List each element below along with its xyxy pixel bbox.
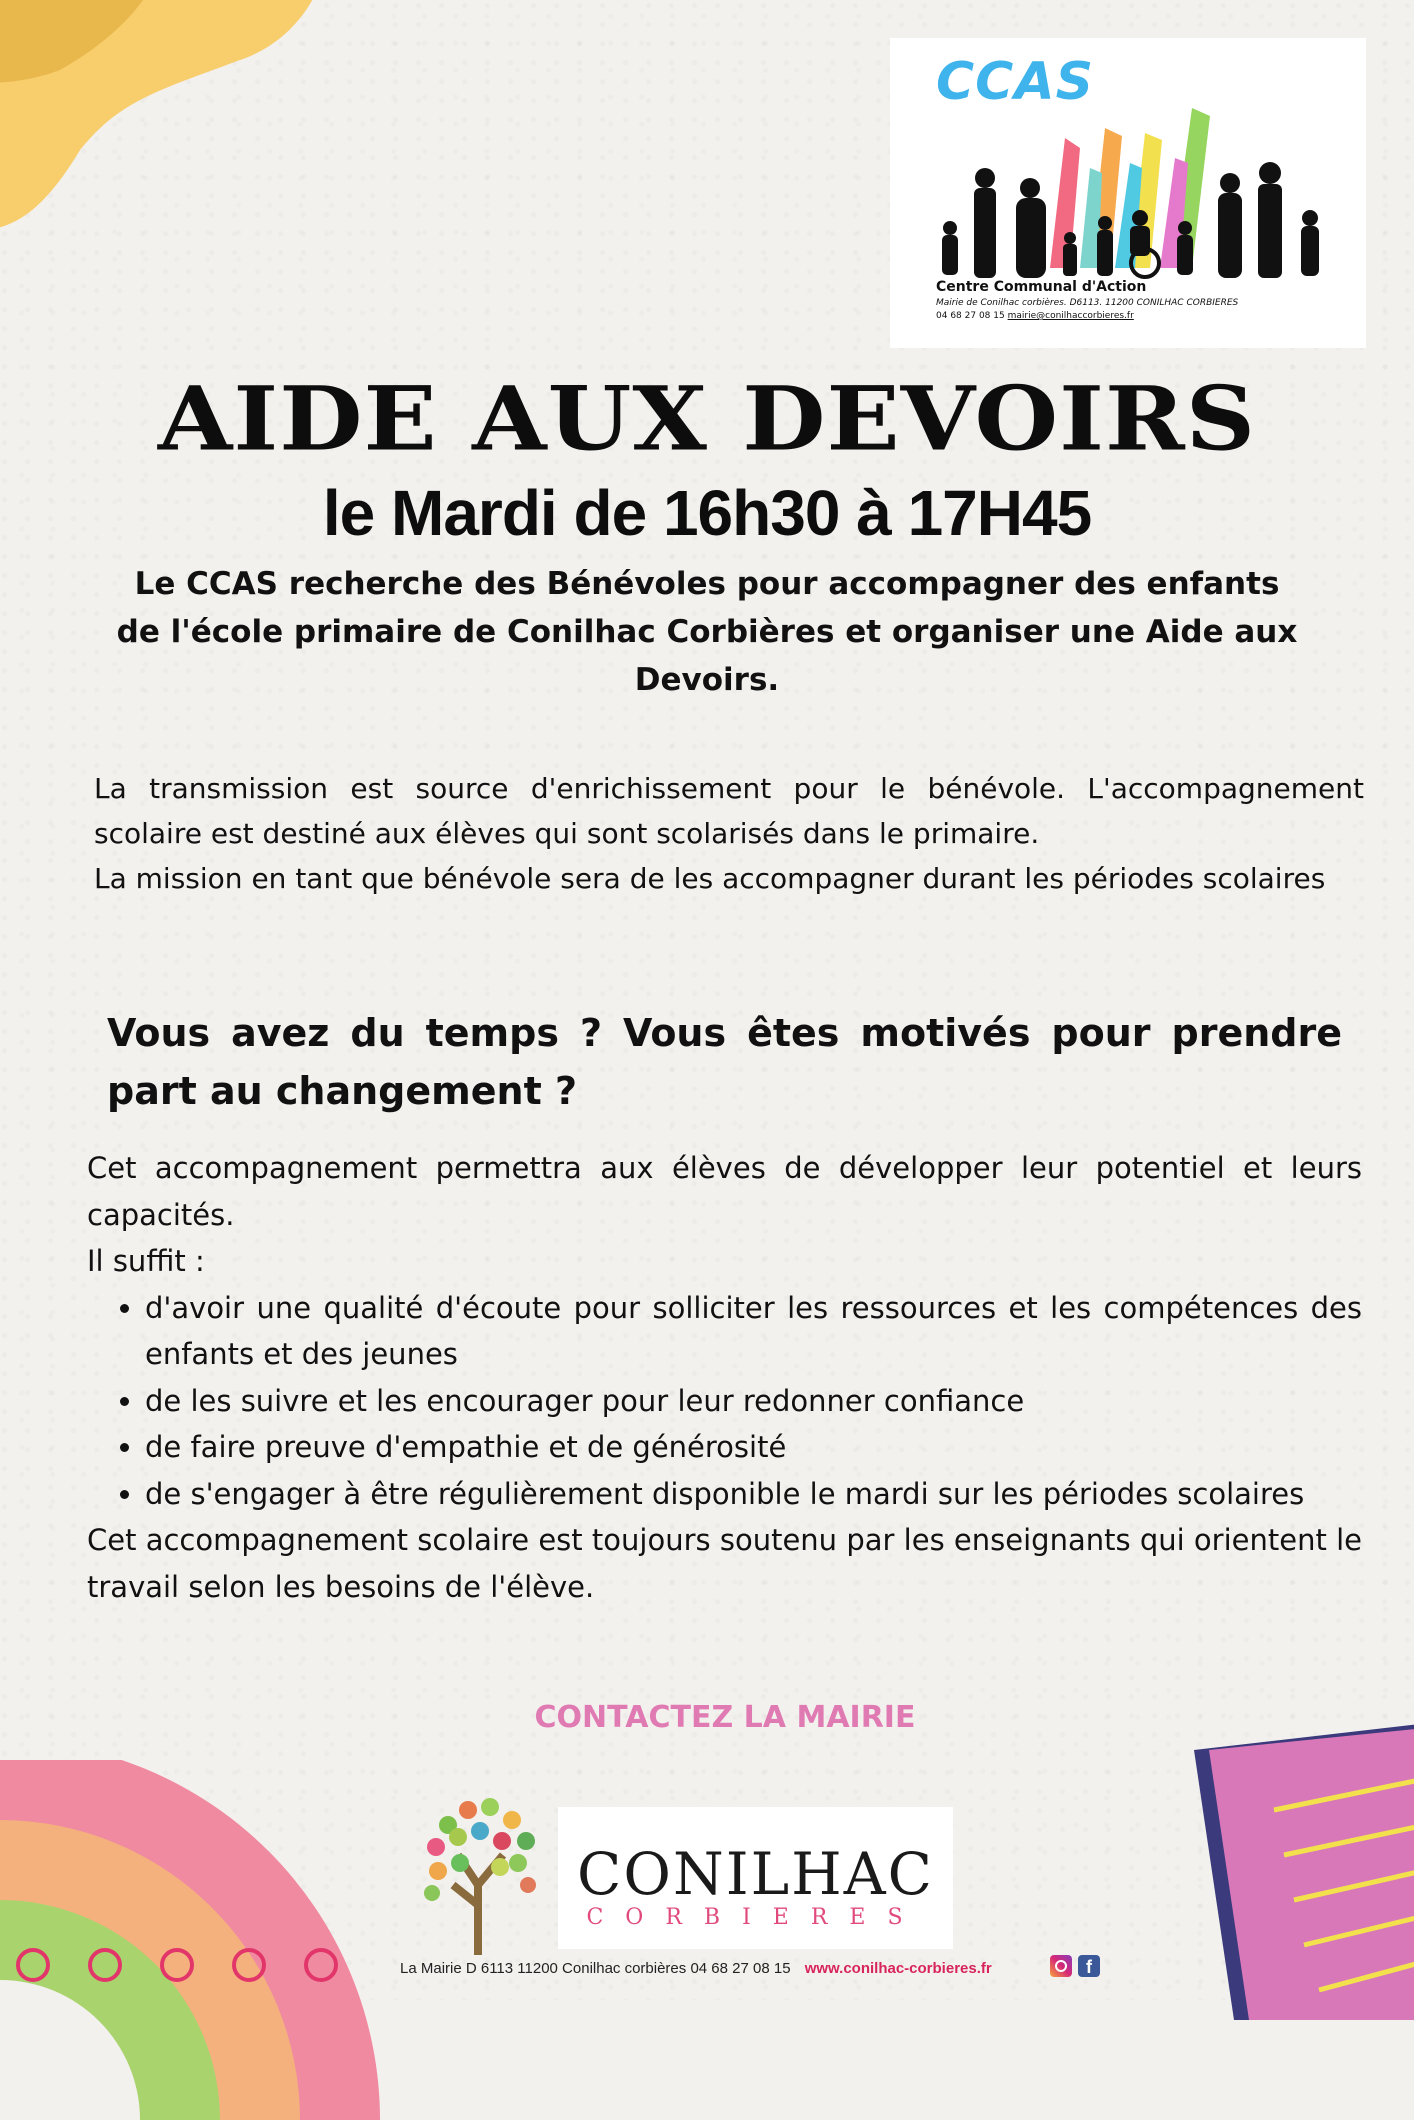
paragraph-text: La mission en tant que bénévole sera de les accompagner durant les périodes scolaires <box>94 862 1326 895</box>
book-decoration <box>1154 1720 1414 2020</box>
footer-address: La Mairie D 6113 11200 Conilhac corbières 04 68 27 08 15 <box>400 1960 791 1977</box>
list-item: • d'avoir une qualité d'écoute pour solliciter les ressources et les compétences des enfants et des jeunes <box>145 1285 1362 1378</box>
ccas-contact <box>936 311 1134 321</box>
intro-text: Le CCAS recherche des Bénévoles pour accompagner des enfants de l'école primaire de Conilhac Corbières et organiser une Aide aux Devoirs. <box>116 566 1298 698</box>
footer-address-line <box>400 1960 992 1977</box>
ccas-acronym: CCAS <box>936 52 1095 112</box>
ccas-phone: 04 68 27 08 15 <box>936 311 1005 321</box>
circle-decoration <box>160 1948 194 1982</box>
ccas-name: Centre Communal d'Action <box>936 279 1147 295</box>
circle-decoration <box>304 1948 338 1982</box>
lead-text: Cet accompagnement permettra aux élèves de développer leur potentiel et leurs capacités. <box>87 1151 1362 1232</box>
website-link[interactable]: www.conilhac-corbieres.fr <box>804 1960 992 1977</box>
page-title: AIDE AUX DEVOIRS <box>157 366 1257 471</box>
conilhac-wordmark: CONILHAC <box>577 1840 934 1908</box>
ccas-logo <box>890 38 1366 348</box>
facebook-icon[interactable]: f <box>1078 1955 1100 1977</box>
contact-cta[interactable]: CONTACTEZ LA MAIRIE <box>534 1700 916 1735</box>
instagram-icon[interactable] <box>1050 1955 1072 1977</box>
mission-paragraph <box>94 766 1364 901</box>
corbieres-wordmark: CORBIERES <box>586 1905 925 1930</box>
circle-decoration <box>88 1948 122 1982</box>
list-intro: Il suffit : <box>87 1244 205 1278</box>
list-item: • de faire preuve d'empathie et de générosité <box>145 1424 1362 1471</box>
rainbow-decoration <box>0 1760 440 2120</box>
question-heading: Vous avez du temps ? Vous êtes motivés pour prendre part au changement ? <box>107 1011 1342 1113</box>
closing-text: Cet accompagnement scolaire est toujours soutenu par les enseignants qui orientent le travail selon les besoins de l'élève. <box>87 1523 1362 1604</box>
decorative-circles <box>16 1948 338 1982</box>
ccas-email[interactable]: mairie@conilhaccorbieres.fr <box>1007 311 1134 321</box>
list-item: • de les suivre et les encourager pour leur redonner confiance <box>145 1378 1362 1425</box>
conilhac-logo <box>408 1775 953 1965</box>
circle-decoration <box>232 1948 266 1982</box>
ccas-address: Mairie de Conilhac corbières. D6113. 11200 CONILHAC CORBIERES <box>936 298 1239 308</box>
social-links <box>1050 1955 1100 1977</box>
paragraph-text: La transmission est source d'enrichissement pour le bénévole. L'accompagnement scolaire est destiné aux élèves qui sont scolarisés dans le primaire. <box>94 772 1364 850</box>
circle-decoration <box>16 1948 50 1982</box>
requirements-list <box>87 1285 1362 1518</box>
tree-icon <box>408 1775 558 1965</box>
list-item: • de s'engager à être régulièrement disponible le mardi sur les périodes scolaires <box>145 1471 1362 1518</box>
schedule-subtitle: le Mardi de 16h30 à 17H45 <box>322 477 1092 549</box>
details-section <box>87 1145 1362 1610</box>
yellow-blob-decoration <box>0 0 330 300</box>
